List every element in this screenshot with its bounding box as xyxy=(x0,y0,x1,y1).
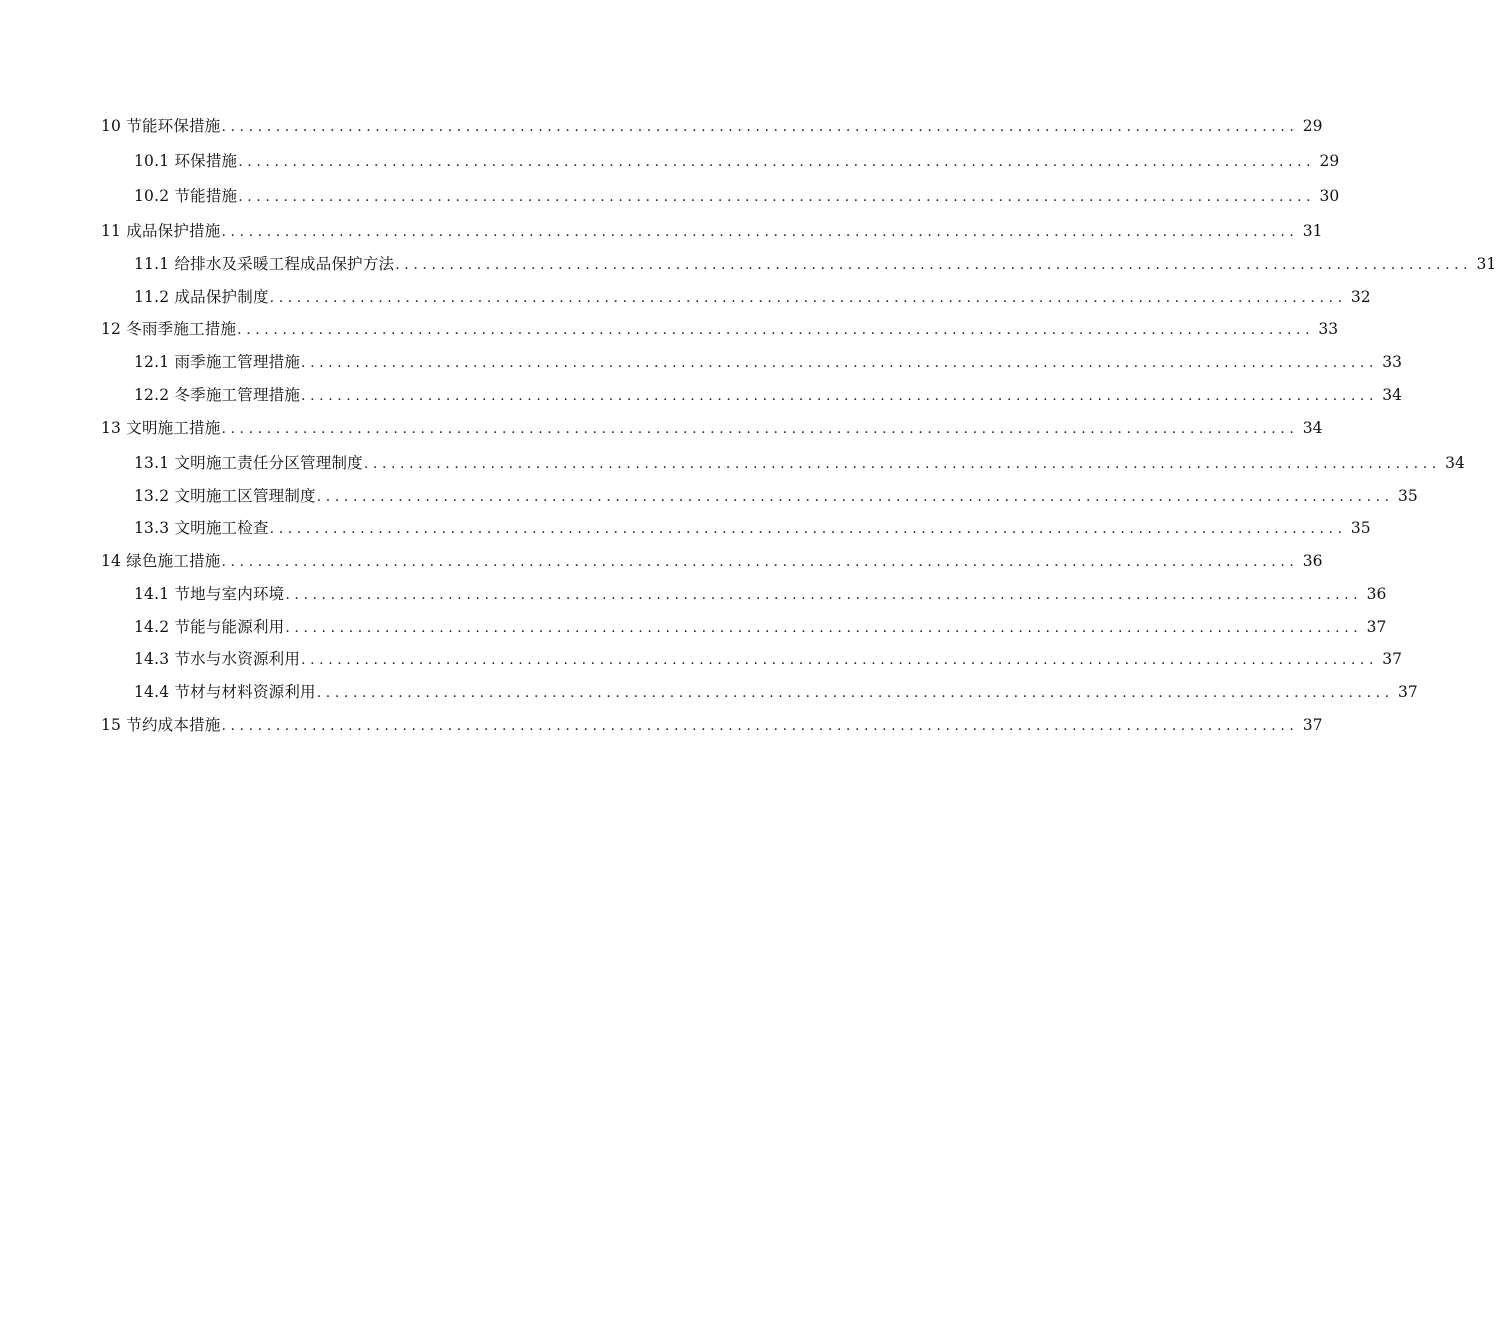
toc-entry[interactable] xyxy=(101,221,1323,241)
toc-page-number: 31 xyxy=(1302,222,1323,240)
toc-dot-leader: ....................................................................................................................... xyxy=(221,224,1299,240)
toc-dot-leader: ....................................................................................................................... xyxy=(237,322,1315,338)
toc-entry-label: 14.2 节能与能源利用 xyxy=(134,618,285,636)
toc-dot-leader: ....................................................................................................................... xyxy=(316,489,1394,505)
toc-entry-label: 12.2 冬季施工管理措施 xyxy=(134,386,301,404)
toc-page-number: 34 xyxy=(1302,419,1323,437)
toc-entry[interactable] xyxy=(134,584,1387,604)
toc-page-number: 35 xyxy=(1398,487,1418,505)
toc-entry[interactable] xyxy=(134,186,1340,206)
toc-entry[interactable] xyxy=(134,151,1340,171)
toc-page-number: 32 xyxy=(1350,288,1371,306)
toc-entry[interactable] xyxy=(101,319,1339,339)
toc-page-number: 29 xyxy=(1302,117,1323,135)
toc-dot-leader: ....................................................................................................................... xyxy=(316,685,1394,701)
toc-dot-leader: ....................................................................................................................... xyxy=(285,620,1363,636)
toc-entry-label: 10.1 环保措施 xyxy=(134,152,238,170)
toc-entry[interactable] xyxy=(134,518,1371,538)
toc-entry-label: 11.1 给排水及采暖工程成品保护方法 xyxy=(134,255,395,273)
toc-entry[interactable] xyxy=(134,352,1403,372)
toc-entry-label: 15 节约成本措施 xyxy=(101,716,221,734)
toc-dot-leader: ....................................................................................................................... xyxy=(221,421,1299,437)
toc-dot-leader: ....................................................................................................................... xyxy=(285,587,1363,603)
toc-page-number: 34 xyxy=(1382,386,1403,404)
toc-dot-leader: ....................................................................................................................... xyxy=(238,154,1316,170)
toc-entry[interactable] xyxy=(134,385,1403,405)
toc-page-number: 33 xyxy=(1382,353,1403,371)
toc-page-number: 37 xyxy=(1398,683,1418,701)
toc-dot-leader: ....................................................................................................................... xyxy=(301,652,1379,668)
toc-page-number: 37 xyxy=(1302,716,1323,734)
toc-entry[interactable] xyxy=(101,715,1323,735)
toc-page-number: 29 xyxy=(1319,152,1340,170)
toc-dot-leader: ....................................................................................................................... xyxy=(221,718,1299,734)
toc-dot-leader: ....................................................................................................................... xyxy=(221,119,1299,135)
toc-page-number: 34 xyxy=(1445,454,1465,472)
toc-dot-leader: ....................................................................................................................... xyxy=(363,456,1441,472)
toc-entry-label: 13 文明施工措施 xyxy=(101,419,221,437)
toc-entry-label: 10 节能环保措施 xyxy=(101,117,221,135)
toc-entry[interactable] xyxy=(101,418,1323,438)
toc-page-number: 33 xyxy=(1318,320,1339,338)
toc-entry-label: 14.1 节地与室内环境 xyxy=(134,585,285,603)
toc-entry-label: 14 绿色施工措施 xyxy=(101,552,221,570)
toc-entry[interactable] xyxy=(134,254,1496,274)
toc-entry[interactable] xyxy=(134,649,1403,669)
toc-dot-leader: ....................................................................................................................... xyxy=(238,189,1316,205)
toc-dot-leader: ....................................................................................................................... xyxy=(269,290,1347,306)
toc-entry-label: 12.1 雨季施工管理措施 xyxy=(134,353,301,371)
toc-entry-label: 14.3 节水与水资源利用 xyxy=(134,650,301,668)
toc-entry-label: 11.2 成品保护制度 xyxy=(134,288,269,306)
toc-dot-leader: ....................................................................................................................... xyxy=(301,355,1379,371)
toc-entry-label: 13.2 文明施工区管理制度 xyxy=(134,487,316,505)
toc-entry[interactable] xyxy=(134,682,1418,702)
toc-entry-label: 12 冬雨季施工措施 xyxy=(101,320,237,338)
toc-entry[interactable] xyxy=(134,617,1387,637)
toc-page-number: 36 xyxy=(1302,552,1323,570)
toc-entry[interactable] xyxy=(101,551,1323,571)
toc-entry-label: 13.3 文明施工检查 xyxy=(134,519,269,537)
toc-page-number: 31 xyxy=(1476,255,1496,273)
toc-page-number: 37 xyxy=(1366,618,1387,636)
toc-dot-leader: ....................................................................................................................... xyxy=(221,554,1299,570)
toc-entry[interactable] xyxy=(134,287,1371,307)
toc-page-number: 30 xyxy=(1319,187,1340,205)
toc-page-number: 36 xyxy=(1366,585,1387,603)
toc-entry[interactable] xyxy=(134,453,1465,473)
toc-entry-label: 13.1 文明施工责任分区管理制度 xyxy=(134,454,363,472)
toc-dot-leader: ....................................................................................................................... xyxy=(301,388,1379,404)
toc-entry[interactable] xyxy=(134,486,1418,506)
toc-entry-label: 11 成品保护措施 xyxy=(101,222,221,240)
toc-dot-leader: ....................................................................................................................... xyxy=(269,521,1347,537)
toc-entry[interactable] xyxy=(101,116,1323,136)
toc-entry-label: 10.2 节能措施 xyxy=(134,187,238,205)
toc-entry-label: 14.4 节材与材料资源利用 xyxy=(134,683,316,701)
toc-page-number: 35 xyxy=(1350,519,1371,537)
toc-dot-leader: ....................................................................................................................... xyxy=(395,257,1473,273)
toc-page-number: 37 xyxy=(1382,650,1403,668)
